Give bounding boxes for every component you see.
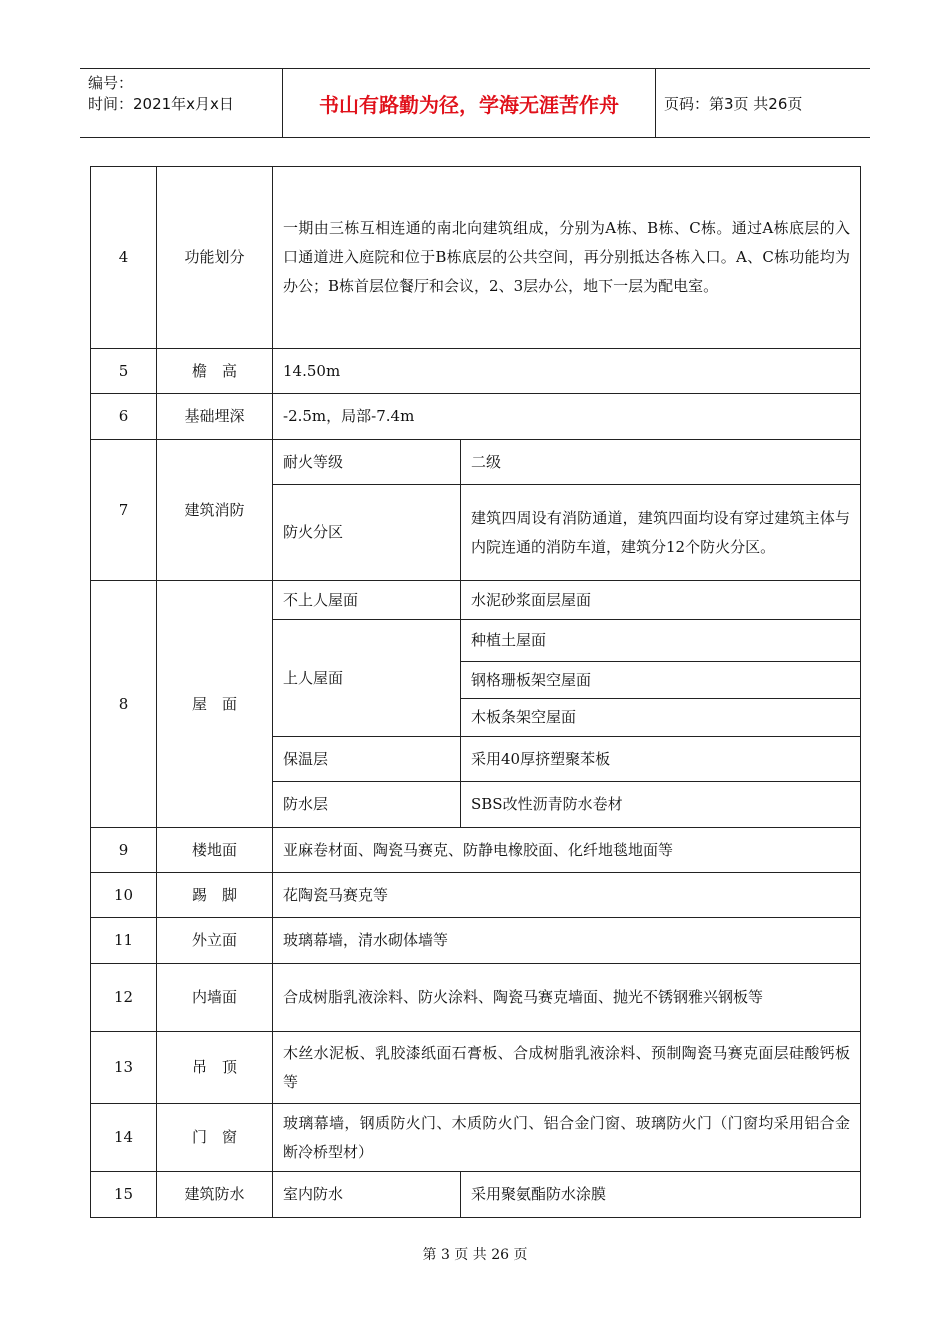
table-row (91, 1032, 861, 1104)
row-category: 建筑防水 (157, 1172, 273, 1218)
table-row (91, 394, 861, 440)
row-category: 踢 脚 (157, 873, 273, 918)
row-category: 门 窗 (157, 1104, 273, 1172)
sub-label: 防水层 (273, 782, 461, 828)
header-page-info: 页码：第3页 共26页 (664, 94, 803, 113)
row-content-text: 木丝水泥板、乳胶漆纸面石膏板、合成树脂乳液涂料、预制陶瓷马赛克面层硅酸钙板等 (283, 1043, 850, 1091)
code-label: 编号： (88, 74, 134, 92)
table-row (91, 349, 861, 394)
sub-value: SBS改性沥青防水卷材 (461, 782, 861, 828)
time-label: 时间：2021年x月x日 (88, 95, 234, 113)
header-meta (80, 69, 282, 137)
sub-value: 二级 (461, 440, 861, 485)
row-category: 基础埋深 (157, 394, 273, 440)
row-number: 12 (91, 964, 157, 1032)
sub-label: 耐火等级 (273, 440, 461, 485)
row-content: 14.50m (273, 349, 861, 394)
sub-value-text: 建筑四周设有消防通道，建筑四面均设有穿过建筑主体与内院连通的消防车道，建筑分12个防火分区。 (471, 508, 850, 556)
table-row (91, 918, 861, 964)
row-category: 功能划分 (157, 167, 273, 349)
row-number: 14 (91, 1104, 157, 1172)
sub-value: 种植土屋面 (461, 620, 861, 662)
table-row (91, 167, 861, 349)
sub-value: 采用40厚挤塑聚苯板 (461, 737, 861, 782)
row-number: 7 (91, 440, 157, 581)
row-content-text: 玻璃幕墙，钢质防火门、木质防火门、铝合金门窗、玻璃防火门（门窗均采用铝合金断冷桥型材） (283, 1113, 850, 1161)
table-row (91, 1104, 861, 1172)
row-category: 吊 顶 (157, 1032, 273, 1104)
table-row (91, 1172, 861, 1218)
row-content (273, 1104, 861, 1172)
header-motto: 书山有路勤为径，学海无涯苦作舟 (282, 69, 656, 137)
sub-label: 防火分区 (273, 485, 461, 581)
sub-label: 室内防水 (273, 1172, 461, 1218)
sub-value: 钢格珊板架空屋面 (461, 662, 861, 699)
page-header (80, 68, 870, 138)
row-content: 花陶瓷马赛克等 (273, 873, 861, 918)
page-footer: 第 3 页 共 26 页 (422, 1247, 528, 1263)
table-row (91, 828, 861, 873)
row-content: 亚麻卷材面、陶瓷马赛克、防静电橡胶面、化纤地毯地面等 (273, 828, 861, 873)
row-content: 玻璃幕墙，清水砌体墙等 (273, 918, 861, 964)
building-spec-table (90, 166, 861, 1218)
sub-label: 不上人屋面 (273, 581, 461, 620)
row-category: 外立面 (157, 918, 273, 964)
row-number: 6 (91, 394, 157, 440)
row-content (273, 1032, 861, 1104)
sub-value: 水泥砂浆面层屋面 (461, 581, 861, 620)
row-content: 合成树脂乳液涂料、防火涂料、陶瓷马赛克墙面、抛光不锈钢雅兴钢板等 (273, 964, 861, 1032)
row-category: 内墙面 (157, 964, 273, 1032)
row-content-text: 一期由三栋互相连通的南北向建筑组成，分别为A栋、B栋、C栋。通过A栋底层的入口通道进入庭院和位于B栋底层的公共空间，再分别抵达各栋入口。A、C栋功能均为办公；B栋首层位餐厅和会议，2、3层办公，地下一层为配电室。 (283, 219, 850, 295)
row-category: 檐 高 (157, 349, 273, 394)
row-number: 4 (91, 167, 157, 349)
row-number: 5 (91, 349, 157, 394)
row-number: 9 (91, 828, 157, 873)
sub-value: 采用聚氨酯防水涂膜 (461, 1172, 861, 1218)
row-category: 建筑消防 (157, 440, 273, 581)
table-row (91, 440, 861, 485)
row-number: 13 (91, 1032, 157, 1104)
row-content (273, 167, 861, 349)
row-category: 屋 面 (157, 581, 273, 828)
sub-value (461, 485, 861, 581)
row-number: 8 (91, 581, 157, 828)
table-row (91, 964, 861, 1032)
row-number: 10 (91, 873, 157, 918)
table-row (91, 581, 861, 620)
row-category: 楼地面 (157, 828, 273, 873)
row-content: -2.5m，局部-7.4m (273, 394, 861, 440)
sub-label: 保温层 (273, 737, 461, 782)
sub-label: 上人屋面 (273, 620, 461, 737)
row-number: 15 (91, 1172, 157, 1218)
table-row (91, 873, 861, 918)
sub-value: 木板条架空屋面 (461, 699, 861, 737)
row-number: 11 (91, 918, 157, 964)
